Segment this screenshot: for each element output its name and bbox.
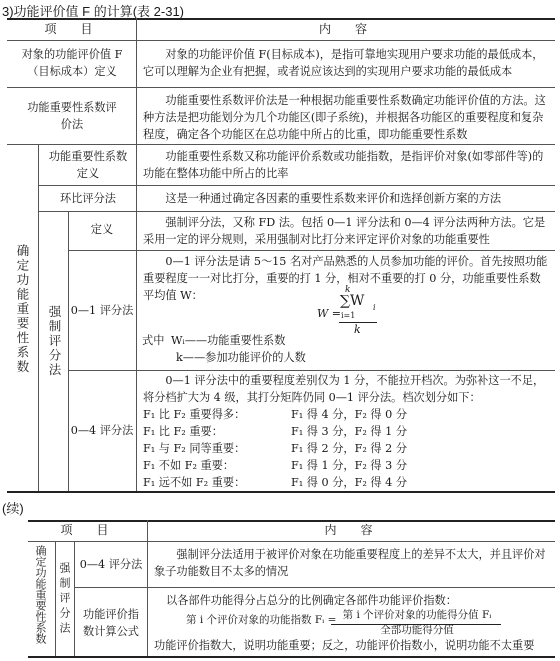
header-content: 内 容 (318, 22, 373, 36)
row-text-importance-method: 功能重要性系数评价法是一种根据功能重要性系数确定功能评价值的方法。这种方法是把功能划分为几个功能区(即子系统)，并根据各功能区的重要程度和复杂程度，确定各个功能区在总功能中所占的比重，即功能重要性系数 (143, 94, 546, 141)
row-label-definition: 定义 (90, 223, 114, 236)
row-text-applicability: 强制评分法适用于被评价对象在功能重要程度上的差异不太大，并且评价对象子功能数目不太多的情况 (154, 548, 546, 578)
row-label-function-value-definition: 对象的功能评价值 F（目标成本）定义 (21, 48, 123, 78)
row-label-coefficient-definition: 功能重要性系数定义 (48, 150, 128, 180)
where-line-1: Wᵢ——功能重要性系数 (171, 334, 286, 347)
row-text-coefficient-definition: 功能重要性系数又称功能评价系数或功能指数，是指评价对象(如零部件等)的功能在整体功能中所占的比率 (143, 150, 544, 180)
scoring-pair: F₁ 与 F₂ 同等重要： F₁ 得 2 分，F₂ 得 2 分 (143, 442, 408, 455)
row-text-function-value-definition: 对象的功能评价值 F(目标成本)，是指可靠地实现用户要求功能的最低成本，它可以理解为企业有把握，或者说应该达到的实现用户要求功能的最低成本 (143, 48, 544, 78)
where-prefix: 式中 (142, 334, 165, 347)
row-label-0-1-method: 0—1 评分法 (70, 304, 134, 317)
row-label-importance-method: 功能重要性系数评价法 (27, 101, 117, 131)
scoring-pair: F₁ 不如 F₂ 重要： F₁ 得 1 分，F₂ 得 3 分 (143, 459, 408, 472)
row-label-0-4-method: 0—4 评分法 (70, 424, 134, 437)
header-item-2: 项 目 (60, 523, 115, 537)
side-label-forced-scoring: 强制评分法 (47, 305, 62, 378)
header-item: 项 目 (44, 22, 99, 36)
scoring-pairs-list (143, 406, 551, 491)
row-label-index-formula: 功能评价指数计算公式 (83, 608, 139, 638)
formula-note: 功能评价指数大，说明功能重要；反之，功能评价指数小，说明功能不太重要 (154, 639, 535, 652)
row-text-forced-definition: 强制评分法，又称 FD 法。包括 0—1 评分法和 0—4 评分法两种方法。它是采用一定的评分规则，采用强制对比打分来评定评价对象的功能重要性 (143, 216, 546, 246)
continued-label: (续) (2, 501, 24, 516)
formula-numerator: 第 i 个评价对象的功能得分值 Fᵢ (342, 609, 492, 621)
row-label-0-4-method-2: 0—4 评分法 (79, 558, 143, 571)
formula-denominator: 全部功能得分值 (380, 624, 454, 636)
side-label-importance-coefficient: 确定功能重要性系数 (15, 244, 30, 375)
row-label-ring-ratio: 环比评分法 (60, 192, 116, 205)
formula-intro: 以各部件功能得分占总分的比例确定各部件功能评价指数： (166, 594, 457, 607)
side-label-forced-scoring-2: 强制评分法 (58, 562, 71, 637)
side-label-importance-coefficient-2: 确定功能重要性系数 (34, 545, 47, 644)
where-line-2: k——参加功能评价的人数 (176, 351, 306, 364)
scoring-pair: F₁ 远不如 F₂ 重要： F₁ 得 0 分，F₂ 得 4 分 (143, 476, 408, 489)
scoring-pair: F₁ 比 F₂ 重要得多： F₁ 得 4 分，F₂ 得 0 分 (143, 408, 408, 421)
row-text-0-1-method: 0—1 评分法是请 5～15 名对产品熟悉的人员参加功能的评价。首先按照功能重要程度一一对比打分，重要的打 1 分，相对不重要的打 0 分，功能重要性系数平均值 W： (143, 255, 548, 302)
header-content-2: 内 容 (324, 523, 379, 537)
formula-lhs: 第 i 个评价对象的功能指数 Fᵢ = (186, 614, 337, 626)
row-text-0-4-method: 0—1 评分法中的重要程度差别仅为 1 分，不能拉开档次。为弥补这一不足，将分档扩大为 4 级，其打分矩阵仍同 0—1 评分法。档次划分如下： (143, 374, 545, 404)
row-text-ring-ratio: 这是一种通过确定各因素的重要性系数来评价和选择创新方案的方法 (165, 192, 502, 205)
table-title: 3)功能评价值 F 的计算(表 2-31) (2, 4, 185, 19)
scoring-pair: F₁ 比 F₂ 重要： F₁ 得 3 分，F₂ 得 1 分 (143, 425, 408, 438)
